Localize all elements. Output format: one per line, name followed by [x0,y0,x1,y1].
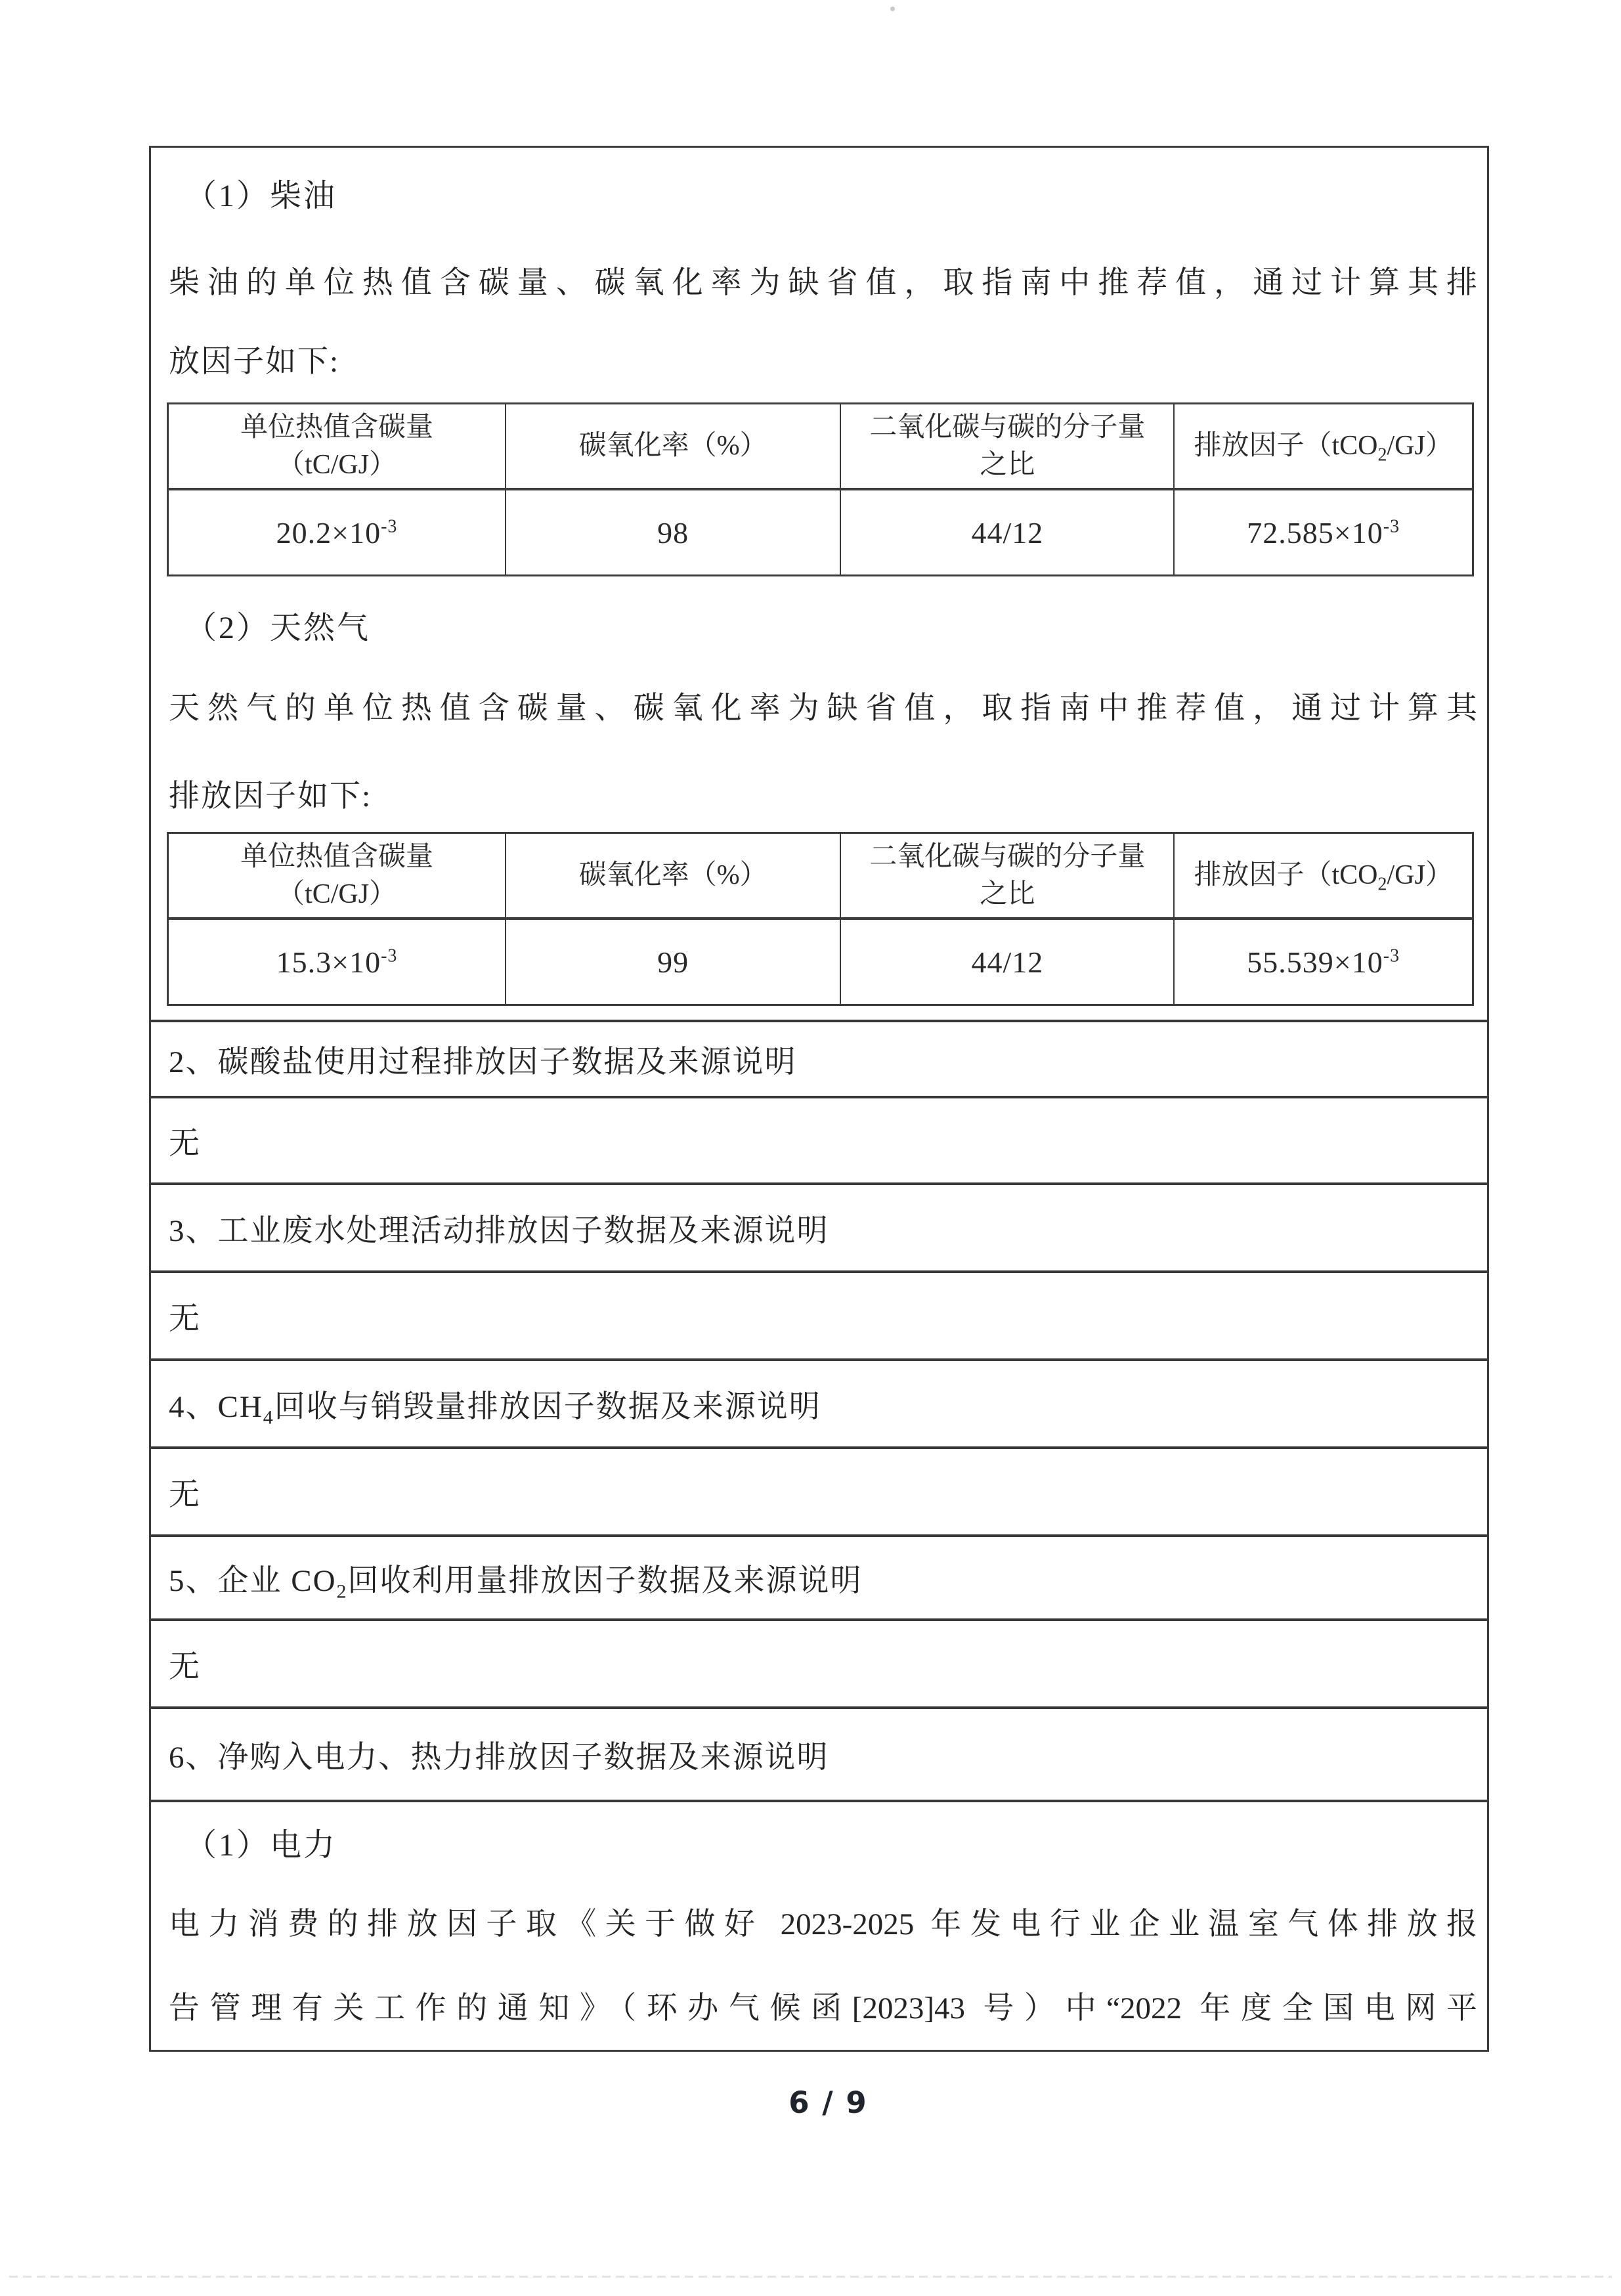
no-data-value: 无 [169,1301,201,1336]
header-sub: 2 [1377,874,1387,895]
header-post: /GJ） [1387,431,1453,461]
value [1247,945,1400,980]
gas-factor-value [1175,920,1472,1004]
header-line: 碳氧化率（%） [578,431,767,461]
value-mantissa: 15.3×10 [276,945,381,979]
value-exponent: -3 [381,945,398,966]
col-header-heat-carbon [169,404,506,490]
gas-mol-ratio-value: 44/12 [841,920,1175,1004]
gas-paragraph-line1: 天然气的单位热值含碳量、碳氧化率为缺省值，取指南中推荐值，通过计算其 [169,691,1477,726]
header-line: 单位热值含碳量 [240,412,434,443]
col-header-oxidation-rate [506,404,841,490]
item-ch4-heading [151,1358,1487,1446]
item-post: 回收与销毁量排放因子数据及来源说明 [274,1389,821,1424]
no-data-row [151,1096,1487,1182]
header-line [1194,857,1453,894]
diesel-paragraph-line1: 柴油的单位热值含碳量、碳氧化率为缺省值，取指南中推荐值，通过计算其排 [169,266,1477,300]
col-header-mol-ratio [841,834,1175,920]
value-mantissa: 20.2×10 [276,515,381,550]
item-label: 6、净购入电力、热力排放因子数据及来源说明 [169,1740,829,1775]
item-sub: 2 [336,1580,348,1602]
electricity-paragraph-line2: 告管理有关工作的通知》（环办气候函[2023]43 号）中“2022 年度全国电网平 [169,1991,1477,2025]
electricity-paragraph-line1: 电力消费的排放因子取《关于做好 2023-2025 年发电行业企业温室气体排放报 [169,1907,1477,1941]
value-mantissa: 72.585×10 [1247,515,1383,550]
col-header-mol-ratio [841,404,1175,490]
no-data-value: 无 [169,1126,201,1161]
diesel-heat-carbon-value [169,490,506,574]
no-data-value: 无 [169,1649,201,1684]
item-power-heading [151,1706,1487,1800]
col-header-emission-factor [1175,404,1472,490]
item-label [169,1556,863,1600]
header-unit: （tC/GJ） [277,878,397,909]
item-wastewater-heading [151,1182,1487,1270]
item-sub: 4 [263,1406,274,1428]
value [1247,515,1400,550]
item-pre: 5、企业 CO [169,1563,337,1598]
header-post: /GJ） [1387,860,1453,890]
item-label [169,1382,821,1426]
value [276,515,398,550]
diesel-factor-value [1175,490,1472,574]
header-pre: 排放因子（tCO [1194,860,1378,890]
value-exponent: -3 [1383,945,1400,966]
gas-oxidation-value: 99 [506,920,841,1004]
header-line: 单位热值含碳量 [240,841,434,872]
scan-artifact-line [9,2276,1612,2278]
item-label: 2、碳酸盐使用过程排放因子数据及来源说明 [169,1045,797,1079]
header-unit: （tC/GJ） [277,449,397,480]
value [276,945,398,980]
item-co2-heading [151,1534,1487,1618]
no-data-value: 无 [169,1477,201,1512]
diesel-mol-ratio-value: 44/12 [841,490,1175,574]
no-data-row [151,1446,1487,1534]
item-pre: 4、CH [169,1389,263,1424]
gas-factor-table [167,832,1474,1006]
header-sub: 2 [1377,444,1387,466]
emission-factor-form [149,146,1489,2052]
col-header-heat-carbon [169,834,506,920]
electricity-heading: （1）电力 [185,1828,337,1863]
col-header-oxidation-rate [506,834,841,920]
value-mantissa: 55.539×10 [1247,945,1383,979]
gas-paragraph-line2: 排放因子如下: [169,779,372,813]
header-line: 二氧化碳与碳的分子量 [869,412,1146,443]
header-line2: 之比 [980,449,1035,480]
value-exponent: -3 [1383,516,1400,537]
header-line: 二氧化碳与碳的分子量 [869,841,1146,872]
fuel-factor-section [151,148,1487,1020]
no-data-row [151,1618,1487,1706]
diesel-paragraph-line2: 放因子如下: [169,345,340,379]
no-data-row [151,1270,1487,1358]
diesel-oxidation-value: 98 [506,490,841,574]
header-pre: 排放因子（tCO [1194,431,1378,461]
header-line: 碳氧化率（%） [578,860,767,890]
scan-artifact-dot [890,7,895,11]
page-number: 6 / 9 [789,2085,868,2120]
item-label: 3、工业废水处理活动排放因子数据及来源说明 [169,1213,829,1248]
item-carbonate-heading [151,1020,1487,1096]
electricity-factor-section [151,1800,1487,2054]
gas-heat-carbon-value [169,920,506,1004]
value-exponent: -3 [381,516,398,537]
gas-heading: （2）天然气 [185,611,371,645]
diesel-factor-table [167,402,1474,576]
header-line [1194,427,1453,465]
header-line2: 之比 [980,878,1035,909]
col-header-emission-factor [1175,834,1472,920]
item-post: 回收利用量排放因子数据及来源说明 [347,1563,863,1598]
diesel-heading: （1）柴油 [185,179,337,213]
